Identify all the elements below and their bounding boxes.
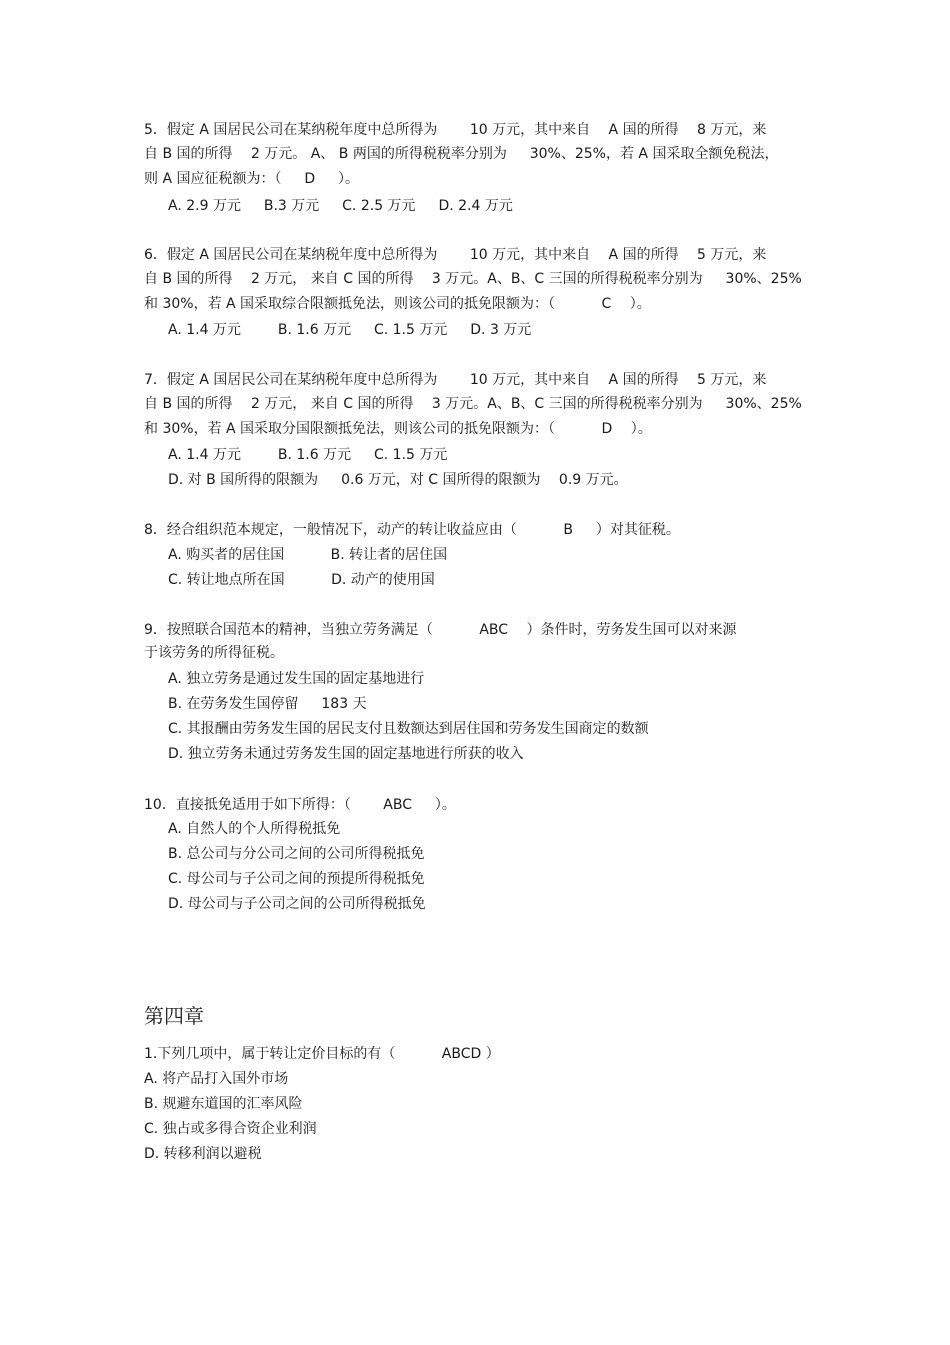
question-7-line-2: 自 B 国的所得 2 万元， 来自 C 国的所得 3 万元。A、B、C 三国的所得税税率分别为 30%、25%: [144, 396, 802, 412]
question-9-option-c: C. 其报酬由劳务发生国的居民支付且数额达到居住国和劳务发生国商定的数额: [168, 721, 649, 737]
question-6-line-1: 6．假定 A 国居民公司在某纳税年度中总所得为 10 万元，其中来自 A 国的所得 5 万元，来: [144, 247, 767, 263]
question-7-option-row-2: D. 对 B 国所得的限额为 0.6 万元，对 C 国所得的限额为 0.9 万元。: [168, 472, 628, 488]
question-5-options: A. 2.9 万元 B.3 万元 C. 2.5 万元 D. 2.4 万元: [168, 198, 513, 214]
chapter-heading: 第四章: [144, 1004, 204, 1028]
chapter-question-1-option-b: B. 规避东道国的汇率风险: [144, 1096, 303, 1112]
chapter-question-1-option-c: C. 独占或多得合资企业利润: [144, 1121, 317, 1137]
question-10-option-c: C. 母公司与子公司之间的预提所得税抵免: [168, 871, 425, 887]
chapter-question-1-option-d: D. 转移利润以避税: [144, 1146, 262, 1162]
question-10-option-a: A. 自然人的个人所得税抵免: [168, 821, 341, 837]
question-5-line-2: 自 B 国的所得 2 万元。 A、 B 两国的所得税税率分别为 30%、25%，若 A 国采取全额免税法，: [144, 146, 779, 162]
question-8-option-row-1: A. 购买者的居住国 B. 转让者的居住国: [168, 547, 448, 563]
question-9-line-2: 于该劳务的所得征税。: [144, 645, 284, 661]
question-6-line-3: 和 30%，若 A 国采取综合限额抵免法，则该公司的抵免限额为：（ C ）。: [144, 296, 651, 312]
question-6-line-2: 自 B 国的所得 2 万元， 来自 C 国的所得 3 万元。A、B、C 三国的所得税税率分别为 30%、25%: [144, 271, 802, 287]
question-10-line-1: 10．直接抵免适用于如下所得：（ ABC ）。: [144, 797, 456, 813]
question-9-option-b: B. 在劳务发生国停留 183 天: [168, 696, 367, 712]
question-8-option-row-2: C. 转让地点所在国 D. 动产的使用国: [168, 572, 435, 588]
question-9-option-d: D. 独立劳务未通过劳务发生国的固定基地进行所获的收入: [168, 746, 524, 762]
question-7-line-3: 和 30%，若 A 国采取分国限额抵免法，则该公司的抵免限额为：（ D ）。: [144, 421, 652, 437]
question-5-line-3: 则 A 国应征税额为：（ D ）。: [144, 171, 360, 187]
question-8-line-1: 8．经合组织范本规定，一般情况下，动产的转让收益应由（ B ）对其征税。: [144, 522, 680, 538]
question-9-line-1: 9．按照联合国范本的精神，当独立劳务满足（ ABC ）条件时，劳务发生国可以对来源: [144, 622, 737, 638]
chapter-question-1-option-a: A. 将产品打入国外市场: [144, 1071, 289, 1087]
chapter-question-1-line-1: 1.下列几项中，属于转让定价目标的有（ ABCD ）: [144, 1046, 500, 1062]
question-7-line-1: 7．假定 A 国居民公司在某纳税年度中总所得为 10 万元，其中来自 A 国的所得 5 万元，来: [144, 372, 767, 388]
question-9-option-a: A. 独立劳务是通过发生国的固定基地进行: [168, 671, 425, 687]
question-10-option-b: B. 总公司与分公司之间的公司所得税抵免: [168, 846, 425, 862]
question-6-options: A. 1.4 万元 B. 1.6 万元 C. 1.5 万元 D. 3 万元: [168, 322, 532, 338]
question-10-option-d: D. 母公司与子公司之间的公司所得税抵免: [168, 896, 426, 912]
question-5-line-1: 5．假定 A 国居民公司在某纳税年度中总所得为 10 万元，其中来自 A 国的所得 8 万元，来: [144, 122, 767, 138]
question-7-option-row-1: A. 1.4 万元 B. 1.6 万元 C. 1.5 万元: [168, 447, 448, 463]
